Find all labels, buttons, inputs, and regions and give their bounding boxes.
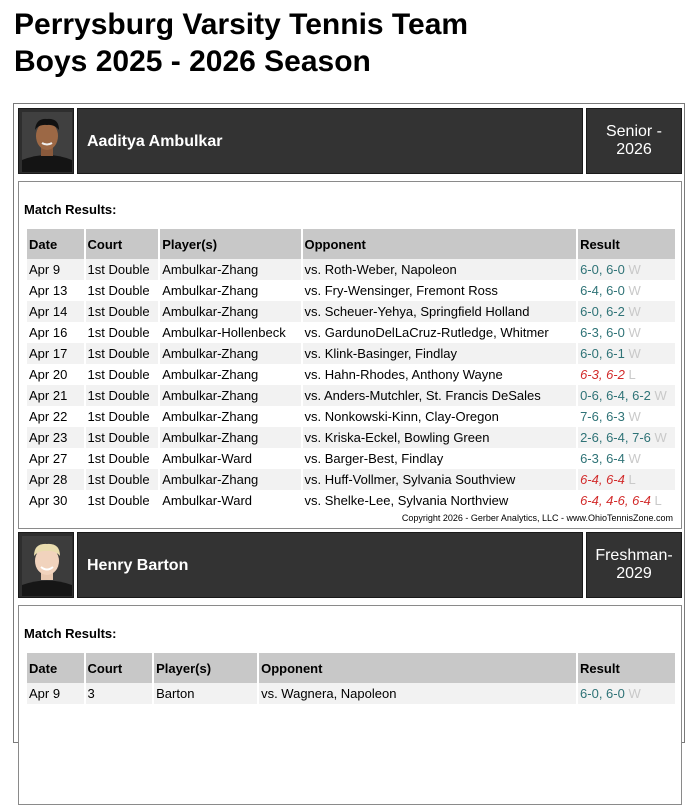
- cell-court: 3: [86, 683, 153, 704]
- table-row: [27, 301, 675, 322]
- cell-players: Ambulkar-Zhang: [160, 259, 300, 280]
- table-row: [27, 406, 675, 427]
- cell-result: [578, 385, 675, 406]
- player-name-bar: [77, 108, 583, 174]
- cell-players: Ambulkar-Zhang: [160, 469, 300, 490]
- cell-opponent: vs. Roth-Weber, Napoleon: [303, 259, 577, 280]
- result-win-loss: W: [628, 346, 641, 361]
- player-header: [18, 108, 680, 174]
- cell-result: [578, 469, 675, 490]
- cell-court: 1st Double: [86, 343, 159, 364]
- table-header-row: [27, 229, 675, 259]
- page-title: [14, 6, 468, 80]
- cell-result: [578, 364, 675, 385]
- cell-result: [578, 280, 675, 301]
- player-class-line2: 2026: [616, 141, 652, 158]
- cell-court: 1st Double: [86, 322, 159, 343]
- result-score: 6-0, 6-0: [580, 686, 625, 701]
- result-win-loss: W: [628, 283, 641, 298]
- cell-opponent: vs. Huff-Vollmer, Sylvania Southview: [303, 469, 577, 490]
- cell-court: 1st Double: [86, 448, 159, 469]
- cell-opponent: vs. Hahn-Rhodes, Anthony Wayne: [303, 364, 577, 385]
- cell-players: Ambulkar-Zhang: [160, 301, 300, 322]
- table-row: [27, 448, 675, 469]
- player-class: [586, 108, 682, 174]
- match-results-table: [25, 229, 677, 511]
- col-header-players: Player(s): [154, 653, 257, 683]
- cell-date: Apr 23: [27, 427, 84, 448]
- result-win-loss: W: [654, 430, 667, 445]
- col-header-court: Court: [86, 229, 159, 259]
- page-title-line1: Perrysburg Varsity Tennis Team: [14, 8, 469, 41]
- cell-result: [578, 322, 675, 343]
- result-score: 0-6, 6-4, 6-2: [580, 388, 651, 403]
- cell-date: Apr 27: [27, 448, 84, 469]
- player-class-line2: 2029: [616, 565, 652, 582]
- table-row: [27, 385, 675, 406]
- result-win-loss: W: [628, 325, 641, 340]
- cell-court: 1st Double: [86, 427, 159, 448]
- cell-court: 1st Double: [86, 301, 159, 322]
- result-win-loss: W: [628, 409, 641, 424]
- cell-date: Apr 30: [27, 490, 84, 511]
- table-row: [27, 469, 675, 490]
- cell-opponent: vs. Nonkowski-Kinn, Clay-Oregon: [303, 406, 577, 427]
- cell-court: 1st Double: [86, 259, 159, 280]
- result-score: 6-4, 6-0: [580, 283, 625, 298]
- table-row: [27, 280, 675, 301]
- cell-court: 1st Double: [86, 469, 159, 490]
- result-score: 6-0, 6-2: [580, 304, 625, 319]
- result-score: 6-0, 6-1: [580, 346, 625, 361]
- cell-opponent: vs. Anders-Mutchler, St. Francis DeSales: [303, 385, 577, 406]
- cell-court: 1st Double: [86, 406, 159, 427]
- cell-opponent: vs. Kriska-Eckel, Bowling Green: [303, 427, 577, 448]
- table-row: [27, 490, 675, 511]
- player-photo-image: [22, 112, 72, 172]
- cell-date: Apr 9: [27, 683, 84, 704]
- cell-date: Apr 17: [27, 343, 84, 364]
- result-score: 6-3, 6-4: [580, 451, 625, 466]
- result-win-loss: L: [654, 493, 662, 508]
- col-header-players: Player(s): [160, 229, 300, 259]
- result-score: 7-6, 6-3: [580, 409, 625, 424]
- cell-date: Apr 14: [27, 301, 84, 322]
- cell-court: 1st Double: [86, 280, 159, 301]
- cell-players: Ambulkar-Ward: [160, 448, 300, 469]
- col-header-result: Result: [578, 229, 675, 259]
- match-results-table: [25, 653, 677, 704]
- col-header-opponent: Opponent: [259, 653, 576, 683]
- cell-players: Ambulkar-Zhang: [160, 406, 300, 427]
- result-win-loss: W: [628, 262, 641, 277]
- result-win-loss: W: [654, 388, 667, 403]
- player-class: [586, 532, 682, 598]
- cell-date: Apr 20: [27, 364, 84, 385]
- cell-players: Ambulkar-Hollenbeck: [160, 322, 300, 343]
- result-win-loss: W: [628, 304, 641, 319]
- result-score: 2-6, 6-4, 7-6: [580, 430, 651, 445]
- col-header-date: Date: [27, 229, 84, 259]
- roster-container: [13, 103, 685, 743]
- cell-court: 1st Double: [86, 490, 159, 511]
- cell-opponent: vs. GardunoDelLaCruz-Rutledge, Whitmer: [303, 322, 577, 343]
- cell-opponent: vs. Barger-Best, Findlay: [303, 448, 577, 469]
- match-results-label: Match Results:: [24, 626, 117, 641]
- cell-result: [578, 301, 675, 322]
- cell-players: Ambulkar-Zhang: [160, 385, 300, 406]
- cell-court: 1st Double: [86, 385, 159, 406]
- player-class-line1: Senior -: [605, 123, 663, 140]
- player-name-bar: [77, 532, 583, 598]
- player-photo: [18, 108, 74, 174]
- cell-opponent: vs. Klink-Basinger, Findlay: [303, 343, 577, 364]
- cell-result: [578, 683, 675, 704]
- table-row: [27, 343, 675, 364]
- match-results-panel: [18, 181, 682, 529]
- table-row: [27, 364, 675, 385]
- result-win-loss: L: [628, 472, 636, 487]
- cell-players: Barton: [154, 683, 257, 704]
- cell-date: Apr 21: [27, 385, 84, 406]
- table-row: [27, 427, 675, 448]
- player-name[interactable]: Henry Barton: [87, 557, 189, 574]
- result-win-loss: L: [628, 367, 636, 382]
- cell-players: Ambulkar-Zhang: [160, 427, 300, 448]
- cell-result: [578, 427, 675, 448]
- cell-players: Ambulkar-Zhang: [160, 364, 300, 385]
- match-results-panel: [18, 605, 682, 805]
- cell-date: Apr 16: [27, 322, 84, 343]
- player-class-line1: Freshman-: [595, 547, 673, 564]
- col-header-opponent: Opponent: [303, 229, 577, 259]
- player-header: [18, 532, 680, 598]
- result-win-loss: W: [628, 686, 641, 701]
- match-results-label: Match Results:: [24, 202, 117, 217]
- result-win-loss: W: [628, 451, 641, 466]
- col-header-date: Date: [27, 653, 84, 683]
- cell-date: Apr 9: [27, 259, 84, 280]
- cell-date: Apr 28: [27, 469, 84, 490]
- cell-opponent: vs. Shelke-Lee, Sylvania Northview: [303, 490, 577, 511]
- table-header-row: [27, 653, 675, 683]
- col-header-result: Result: [578, 653, 675, 683]
- copyright-notice: Copyright 2026 - Gerber Analytics, LLC - www.OhioTennisZone.com: [401, 513, 673, 523]
- table-row: [27, 259, 675, 280]
- cell-result: [578, 343, 675, 364]
- cell-date: Apr 22: [27, 406, 84, 427]
- player-photo: [18, 532, 74, 598]
- table-row: [27, 322, 675, 343]
- cell-opponent: vs. Scheuer-Yehya, Springfield Holland: [303, 301, 577, 322]
- cell-opponent: vs. Wagnera, Napoleon: [259, 683, 576, 704]
- result-score: 6-3, 6-2: [580, 367, 625, 382]
- cell-result: [578, 406, 675, 427]
- cell-opponent: vs. Fry-Wensinger, Fremont Ross: [303, 280, 577, 301]
- result-score: 6-3, 6-0: [580, 325, 625, 340]
- cell-players: Ambulkar-Ward: [160, 490, 300, 511]
- cell-result: [578, 259, 675, 280]
- cell-court: 1st Double: [86, 364, 159, 385]
- cell-players: Ambulkar-Zhang: [160, 343, 300, 364]
- table-row: [27, 683, 675, 704]
- result-score: 6-0, 6-0: [580, 262, 625, 277]
- player-photo-image: [22, 536, 72, 596]
- cell-result: [578, 490, 675, 511]
- result-score: 6-4, 6-4: [580, 472, 625, 487]
- cell-date: Apr 13: [27, 280, 84, 301]
- col-header-court: Court: [86, 653, 153, 683]
- result-score: 6-4, 4-6, 6-4: [580, 493, 651, 508]
- cell-result: [578, 448, 675, 469]
- cell-players: Ambulkar-Zhang: [160, 280, 300, 301]
- page-title-line2: Boys 2025 - 2026 Season: [14, 45, 371, 78]
- player-name[interactable]: Aaditya Ambulkar: [87, 133, 223, 150]
